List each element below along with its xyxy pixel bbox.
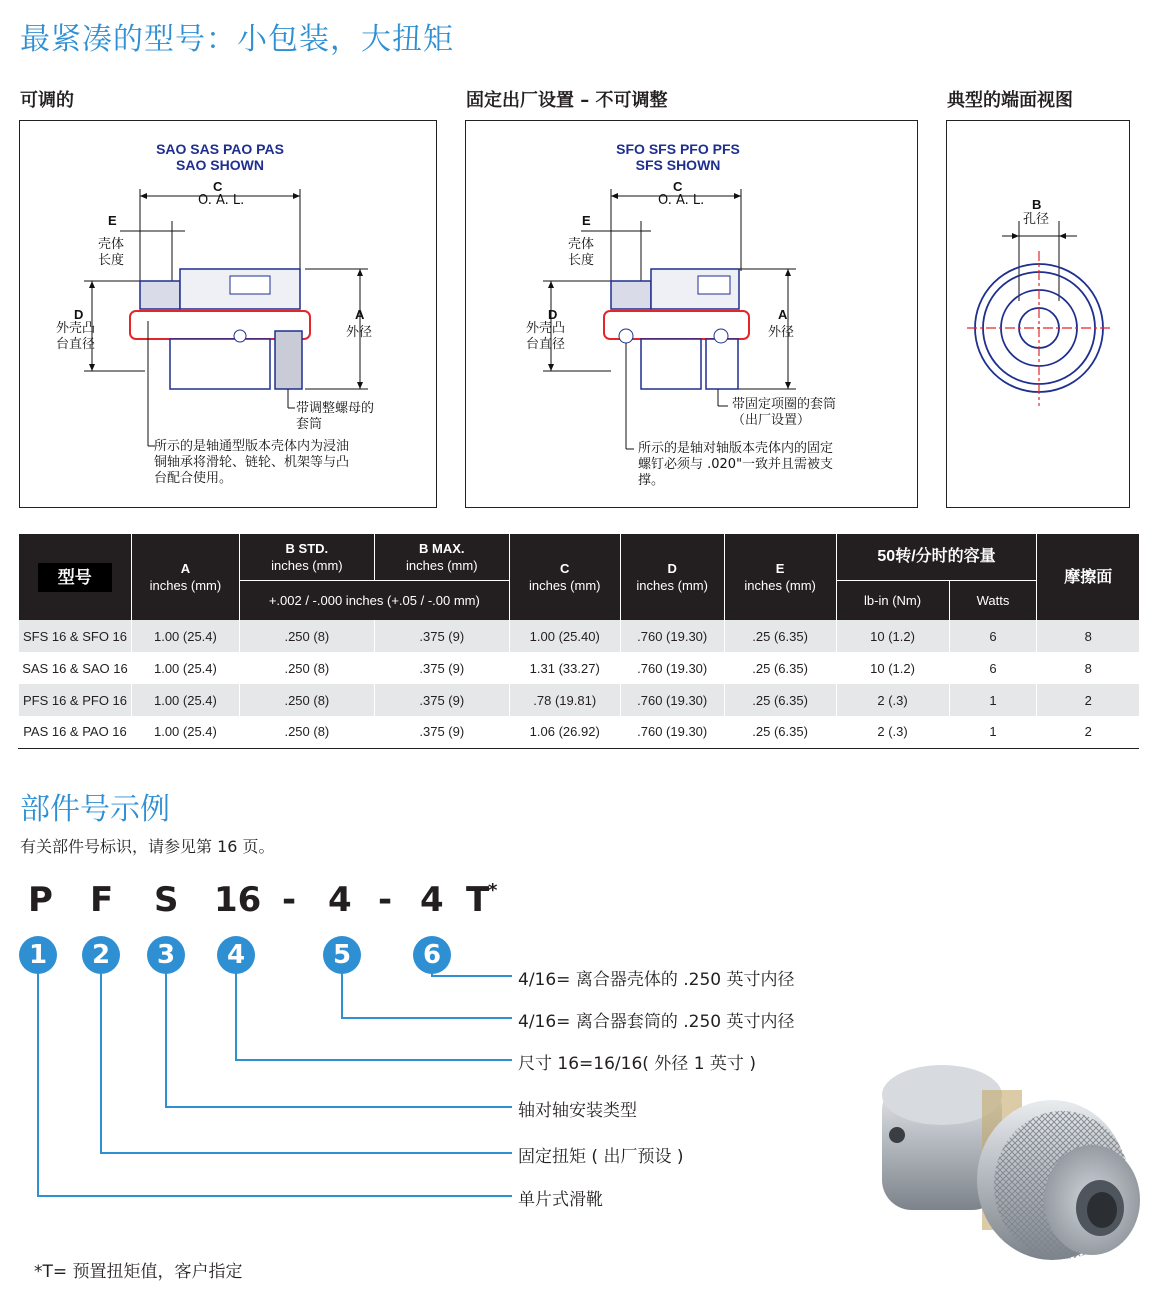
- callout-6: 6: [413, 936, 451, 974]
- table-cell: 2 (.3): [836, 684, 949, 716]
- table-cell: 1: [949, 684, 1037, 716]
- table-cell: .250 (8): [239, 652, 374, 684]
- table-cell: 1.31 (33.27): [509, 652, 620, 684]
- table-cell: .375 (9): [374, 684, 509, 716]
- a-desc: 外径: [768, 325, 795, 340]
- table-cell: .250 (8): [239, 716, 374, 748]
- table-cell: .25 (6.35): [724, 620, 836, 652]
- table-cell: 8: [1037, 620, 1139, 652]
- pn-char-s: S: [154, 880, 179, 920]
- footnote: *T= 预置扭矩值，客户指定: [34, 1262, 243, 1282]
- table-row: [19, 620, 1140, 652]
- table-cell: 1.00 (25.40): [509, 620, 620, 652]
- legend-item-size: 尺寸 16=16/16( 外径 1 英寸 ): [518, 1054, 756, 1074]
- header-b-max: B MAX. inches (mm): [374, 534, 509, 580]
- d-desc: 外壳凸 台直径: [526, 321, 566, 352]
- callout-3: 3: [147, 936, 185, 974]
- pn-char-size: 16: [214, 880, 262, 920]
- section-title-fixed: 固定出厂设置 – 不可调整: [466, 90, 668, 111]
- table-row: [19, 716, 1140, 748]
- pn-char-t: T: [466, 880, 490, 920]
- c-label: C: [673, 179, 683, 194]
- header-b-std: B STD. inches (mm): [239, 534, 374, 580]
- b-desc: 孔径: [1023, 212, 1050, 227]
- table-cell: .250 (8): [239, 684, 374, 716]
- legend-leader-lines: [0, 930, 520, 1210]
- table-cell: 2 (.3): [836, 716, 949, 748]
- table-cell: .25 (6.35): [724, 716, 836, 748]
- a-desc: 外径: [346, 325, 373, 340]
- table-cell: 8: [1037, 652, 1139, 684]
- table-cell: .760 (19.30): [620, 620, 724, 652]
- header-c: C inches (mm): [509, 534, 620, 620]
- example-title: 部件号示例: [20, 792, 170, 827]
- table-cell: 1.00 (25.4): [131, 716, 239, 748]
- table-cell: .25 (6.35): [724, 684, 836, 716]
- table-cell: .760 (19.30): [620, 716, 724, 748]
- legend-item-sleeve-bore: 4/16= 离合器套筒的 .250 英寸内径: [518, 1012, 795, 1032]
- legend-item-single-shoe: 单片式滑靴: [518, 1190, 603, 1210]
- table-body: [19, 620, 1140, 748]
- e-label: E: [108, 213, 117, 228]
- header-model: 型号: [19, 534, 132, 620]
- diagram-fixed: [465, 120, 918, 508]
- header-b-tolerance: +.002 / -.000 inches (+.05 / -.00 mm): [239, 580, 509, 620]
- a-label: A: [355, 307, 365, 322]
- collar-note: 带固定项圈的套筒 （出厂设置）: [732, 397, 837, 428]
- callout-5: 5: [323, 936, 361, 974]
- table-cell: .250 (8): [239, 620, 374, 652]
- end-view-drawing: [947, 121, 1131, 509]
- oal-label: O. A. L.: [198, 193, 245, 208]
- diagram1-note: 所示的是轴通型版本壳体内为浸油 铜轴承将滑轮、链轮、机架等与凸 台配合使用。: [154, 439, 350, 486]
- example-note: 有关部件号标识，请参见第 16 页。: [20, 837, 275, 856]
- d-label: D: [74, 307, 84, 322]
- pn-char-housing-bore: 4: [420, 880, 444, 920]
- table-cell: 1.00 (25.4): [131, 620, 239, 652]
- c-label: C: [213, 179, 223, 194]
- table-cell: .375 (9): [374, 716, 509, 748]
- table-cell: SFS 16 & SFO 16: [19, 620, 132, 652]
- table-cell: PAS 16 & PAO 16: [19, 716, 132, 748]
- e-desc: 壳体 长度: [568, 237, 595, 268]
- table-cell: 2: [1037, 684, 1139, 716]
- table-cell: PFS 16 & PFO 16: [19, 684, 132, 716]
- header-friction: 摩擦面: [1037, 534, 1139, 620]
- table-cell: SAS 16 & SAO 16: [19, 652, 132, 684]
- table-row: [19, 652, 1140, 684]
- page-title: 最紧凑的型号：小包装，大扭矩: [20, 22, 454, 57]
- pn-char-f: F: [90, 880, 114, 920]
- table-cell: .78 (19.81): [509, 684, 620, 716]
- e-desc: 壳体 长度: [98, 237, 125, 268]
- section-title-adjustable: 可调的: [20, 90, 74, 111]
- table-cell: 10 (1.2): [836, 620, 949, 652]
- diagram-adjustable: [19, 120, 437, 508]
- a-label: A: [778, 307, 788, 322]
- table-cell: 2: [1037, 716, 1139, 748]
- product-photo: [862, 1050, 1142, 1272]
- legend-item-housing-bore: 4/16= 离合器壳体的 .250 英寸内径: [518, 970, 795, 990]
- table-cell: .375 (9): [374, 652, 509, 684]
- table-cell: 6: [949, 652, 1037, 684]
- legend-item-mount-type: 轴对轴安装类型: [518, 1101, 637, 1121]
- header-a: A inches (mm): [131, 534, 239, 620]
- spec-table: [18, 534, 1139, 749]
- legend-item-fixed-torque: 固定扭矩 ( 出厂预设 ): [518, 1147, 684, 1167]
- header-e: E inches (mm): [724, 534, 836, 620]
- table-cell: 1: [949, 716, 1037, 748]
- callout-4: 4: [217, 936, 255, 974]
- header-capacity: 50转/分时的容量: [836, 534, 1037, 580]
- table-row: [19, 684, 1140, 716]
- table-cell: 1.00 (25.4): [131, 652, 239, 684]
- diagram-models-label: SAO SAS PAO PAS SAO SHOWN: [156, 141, 284, 173]
- table-cell: 10 (1.2): [836, 652, 949, 684]
- callout-2: 2: [82, 936, 120, 974]
- diagram2-note: 所示的是轴对轴版本壳体内的固定 螺钉必须与 .020"一致并且需被支 撑。: [638, 441, 834, 488]
- oal-label: O. A. L.: [658, 193, 705, 208]
- pn-char-p: P: [28, 880, 53, 920]
- table-cell: .760 (19.30): [620, 652, 724, 684]
- header-d: D inches (mm): [620, 534, 724, 620]
- table-cell: 1.06 (26.92): [509, 716, 620, 748]
- d-desc: 外壳凸 台直径: [56, 321, 96, 352]
- section-title-end-view: 典型的端面视图: [947, 90, 1073, 111]
- d-label: D: [548, 307, 558, 322]
- pn-char-sleeve-bore: 4: [328, 880, 352, 920]
- table-cell: 1.00 (25.4): [131, 684, 239, 716]
- diagram-models-label: SFO SFS PFO PFS SFS SHOWN: [616, 141, 740, 173]
- pn-char-dash: -: [282, 880, 297, 920]
- diagram-end-view: [946, 120, 1130, 508]
- callout-1: 1: [19, 936, 57, 974]
- table-cell: .760 (19.30): [620, 684, 724, 716]
- e-label: E: [582, 213, 591, 228]
- header-lbin: lb-in (Nm): [836, 580, 949, 620]
- table-cell: .25 (6.35): [724, 652, 836, 684]
- pn-char-dash: -: [378, 880, 393, 920]
- pn-asterisk: *: [488, 880, 498, 901]
- table-cell: .375 (9): [374, 620, 509, 652]
- nut-note: 带调整螺母的 套筒: [296, 401, 375, 432]
- table-cell: 6: [949, 620, 1037, 652]
- header-watts: Watts: [949, 580, 1037, 620]
- b-label: B: [1032, 197, 1042, 212]
